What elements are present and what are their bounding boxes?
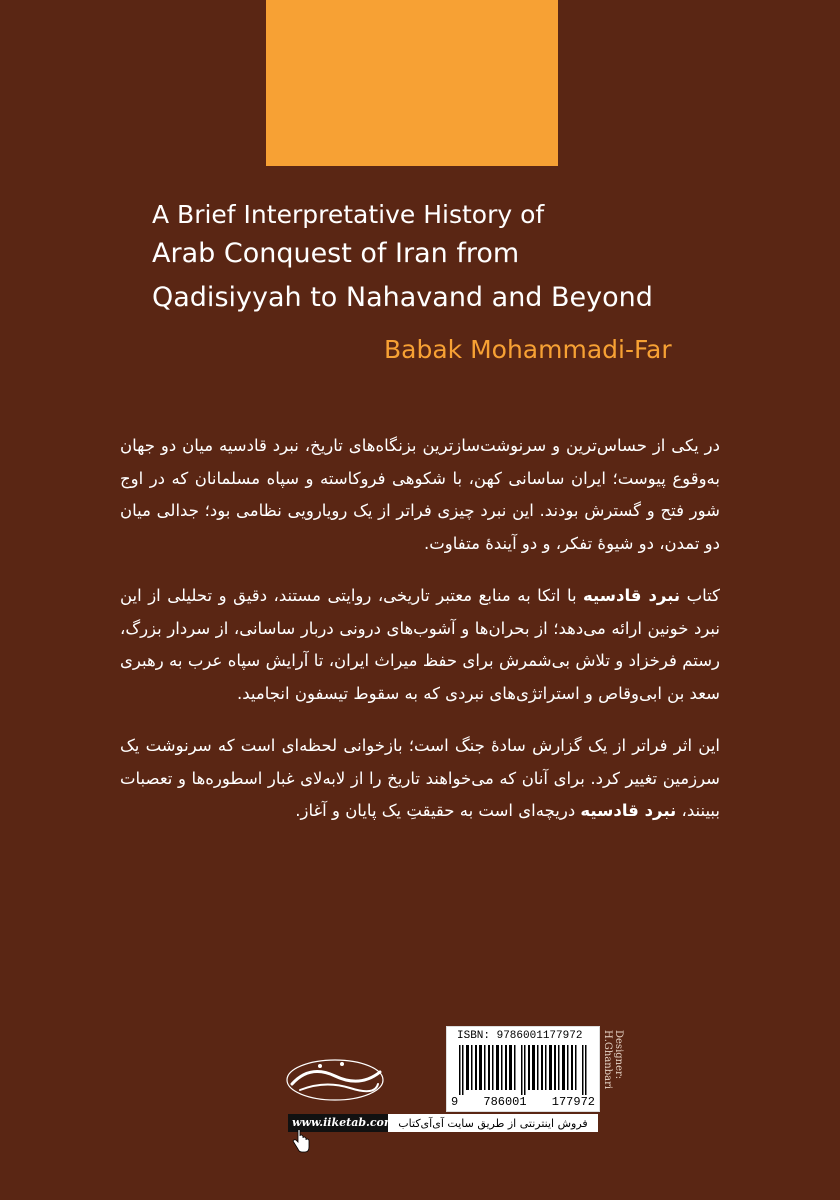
blurb-paragraph-1: در یکی از حساس‌ترین و سرنوشت‌سازترین بزنگاه‌های تاریخ، نبرد قادسیه میان دو جهان به‌وقوع پیوست؛ ایران ساسانی کهن، با شکوهی فروکاسته و سپاه مسلمانان که در اوج شور فتح و گسترش بودند. این نبرد چیزی فراتر از یک رویارویی نظامی بود؛ جدالی میان دو تمدن، دو شیوهٔ تفکر، و دو آیندهٔ متفاوت.: [120, 436, 720, 553]
english-title: [152, 198, 772, 320]
website-bar[interactable]: [288, 1114, 598, 1132]
blurb-paragraph-2: [120, 580, 720, 710]
isbn-label: ISBN: 9786001177972: [457, 1030, 583, 1042]
book-title-bold: نبرد قادسیه: [583, 586, 681, 605]
title-line-3: Qadisiyyah to Nahavand and Beyond: [152, 282, 653, 313]
back-cover-blurb: [120, 430, 720, 848]
blurb-paragraph-3: [120, 730, 720, 828]
orange-accent-block: [266, 0, 558, 166]
blurb-text: کتاب: [680, 586, 720, 605]
title-line-2: Arab Conquest of Iran from: [152, 238, 520, 269]
isbn-digit-group-2: 177972: [551, 1095, 595, 1109]
barcode-bars-icon: [459, 1045, 589, 1095]
online-sale-text: فروش اینترنتی از طریق سایت آی‌آی‌کتاب: [398, 1116, 588, 1130]
blurb-text: این اثر فراتر از یک گزارش سادهٔ جنگ است؛ بازخوانی لحظه‌ای است که سرنوشت یک سرزمین تغییر کرد. برای آنان که می‌خواهند تاریخ را از لابه‌لای غبار اسطوره‌ها و تعصبات ببینند،: [120, 736, 720, 820]
designer-credit: [602, 1030, 624, 1140]
author-name: Babak Mohammadi-Far: [384, 335, 672, 364]
hand-pointer-icon: [292, 1130, 310, 1154]
blurb-text: دریچه‌ای است به حقیقتِ یک پایان و آغاز.: [295, 801, 581, 820]
book-title-bold: نبرد قادسیه: [580, 801, 677, 820]
publisher-logo-icon: [280, 1050, 390, 1106]
isbn-digits: [451, 1095, 595, 1109]
isbn-digit-first: 9: [451, 1095, 459, 1109]
isbn-barcode: [446, 1026, 600, 1112]
isbn-digit-group-1: 786001: [483, 1095, 527, 1109]
title-line-1: A Brief Interpretative History of: [152, 200, 545, 229]
designer-name: H.Ghanbari: [602, 1030, 613, 1090]
website-url[interactable]: www.iiketab.com: [288, 1114, 388, 1132]
blurb-text: با اتکا به منابع معتبر تاریخی، روایتی مستند، دقیق و تحلیلی از این نبرد خونین ارائه می‌دهد؛ از بحران‌ها و آشوب‌های درونی دربار ساسانی، از سردار بزرگ، رستم فرخزاد و تلاش بی‌شمرش برای حفظ میراث ایران، تا آرایش سپاه عرب به رهبری سعد بن ابی‌وقاص و استراتژی‌های نبردی که به سقوط تیسفون انجامید.: [120, 586, 720, 703]
designer-label: Designer:: [613, 1030, 624, 1080]
